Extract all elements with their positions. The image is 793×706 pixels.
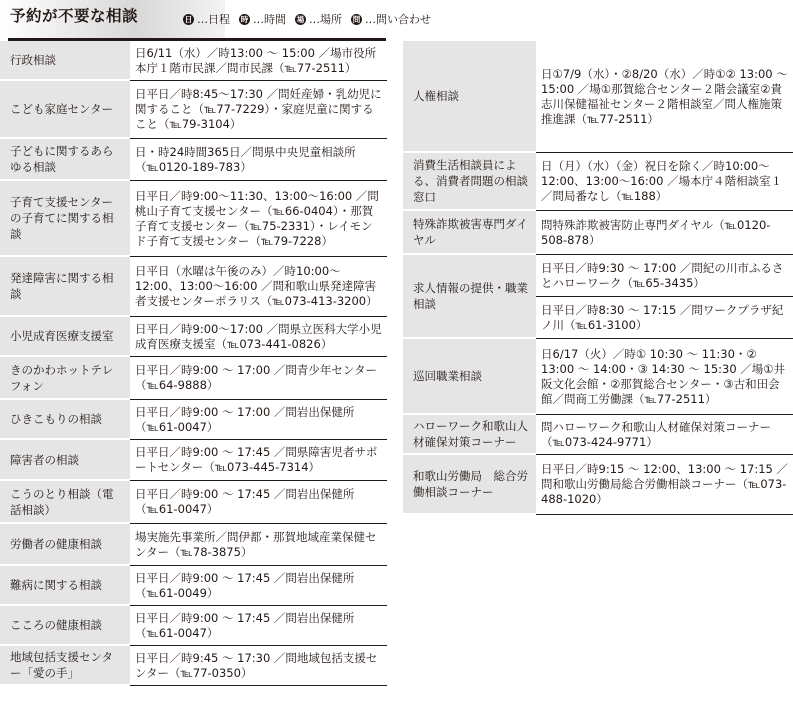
consultation-details [130,81,387,139]
table-row [403,455,793,515]
table-row [0,139,387,181]
table-row [403,211,793,255]
consultation-name: 小児成育医療支援室 [0,317,130,357]
table-row [0,41,387,81]
section-header [0,0,793,38]
place-icon: 場 [296,15,305,24]
consultation-details [536,41,793,153]
table-row [403,41,793,153]
consultation-name: 子育て支援センターの子育てに関する相談 [0,181,130,257]
table-row [403,255,793,339]
details-text: 日6/11（水）／時13:00 ～ 15:00 ／場市役所本庁１階市民課／問市民課（℡77-2511） [135,45,377,75]
table-row [0,400,387,440]
left-consultation-table [0,41,387,686]
consultation-details [130,606,387,646]
details-text: 日①7/9（水）・②8/20（水）／時①② 13:00 ～ 15:00 ／場①那賀総合センター２階会議室②貴志川保健福祉センター２階相談室／問人権施策推進課（℡77-2511） [541,66,788,126]
consultation-name: 特殊詐欺被害専門ダイヤル [403,211,536,255]
consultation-name: 労働者の健康相談 [0,524,130,566]
details-text: 日平日／時8:45～17:30 ／問妊産婦・乳幼児に関すること（℡77-7229）・家庭児童に関すること（℡79-3104） [135,87,382,131]
consultation-name: 巡回職業相談 [403,339,536,415]
details-text: 問ハローワーク和歌山人材確保対策コーナー（℡073-424-9771） [541,419,771,449]
section-title: 予約が不要な相談 [10,7,139,25]
details-text: 日・時24時間365日／問県中央児童相談所（℡0120-189-783） [135,144,356,174]
consultation-name: 和歌山労働局 総合労働相談コーナー [403,455,536,515]
consultation-details [130,41,387,81]
consultation-details [130,139,387,181]
consultation-details [536,297,793,339]
consultation-name: 消費生活相談員による、消費者問題の相談窓口 [403,153,536,211]
date-icon: 日 [184,15,193,24]
consultation-details [536,415,793,455]
details-text: 日6/17（火）／時① 10:30 ～ 11:30・② 13:00 ～ 14:00・③ 14:30 ～ 15:30 ／場①井阪文化会館・②那賀総合センター・③古和田会館／問商工労働課（℡77-2511） [541,346,786,406]
details-text: 日平日／時9:00 ～ 17:00 ／問青少年センター（℡64-9888） [135,363,377,392]
inquiry-icon: 問 [352,15,361,24]
consultation-name: こころの健康相談 [0,606,130,646]
details-text: 日平日／時9:00 ～ 17:00 ／問岩出保健所（℡61-0047） [135,404,355,434]
consultation-name: こうのとり相談（電話相談） [0,481,130,524]
consultation-name: ハローワーク和歌山人材確保対策コーナー [403,415,536,455]
table-row [403,415,793,455]
consultation-details [130,646,387,686]
table-row [0,606,387,646]
consultation-name: 難病に関する相談 [0,566,130,606]
consultation-name: ひきこもりの相談 [0,400,130,440]
consultation-details [130,357,387,400]
consultation-name: こども家庭センター [0,81,130,139]
consultation-details [536,211,793,255]
table-row [403,339,793,415]
details-text: 問特殊詐欺被害防止専門ダイヤル（℡0120-508-878） [541,217,771,247]
consultation-details [130,481,387,524]
table-row [0,81,387,139]
consultation-details [130,524,387,566]
details-text: 日平日／時9:00 ～ 17:45 ／問県障害児者サポートセンター（℡073-445-7314） [135,445,378,474]
consultation-details [130,440,387,481]
details-text: 日平日／時9:15 ～ 12:00、13:00 ～ 17:15 ／問和歌山労働局総合労働相談コーナー（℡073-488-1020） [541,462,789,506]
details-text: 日平日／時9:45 ～ 17:30 ／問地域包括支援センター（℡77-0350） [135,650,378,680]
legend-date-text: …日程 [197,13,230,26]
legend-inquiry-text: …問い合わせ [365,13,431,26]
time-icon: 時 [240,15,249,24]
consultation-name: 地域包括支援センター「愛の手」 [0,646,130,686]
table-row [0,181,387,257]
consultation-details [130,400,387,440]
consultation-details [130,317,387,357]
consultation-details [536,255,793,297]
right-consultation-table [403,41,793,515]
consultation-name: 求人情報の提供・職業相談 [403,255,536,339]
details-text: 日平日／時9:00～11:30、13:00～16:00 ／問桃山子育て支援センター（℡66-0404）・那賀子育て支援センター（℡75-2331）・レイモンド子育て支援センター（℡79-7228） [135,188,379,248]
consultation-name: 発達障害に関する相談 [0,257,130,317]
icon-legend [182,12,437,27]
consultation-details [536,455,793,515]
table-row [0,440,387,481]
consultation-details [130,257,387,317]
legend-place-text: …場所 [309,13,342,26]
details-text: 日平日／時9:30 ～ 17:00 ／問紀の川市ふるさとハローワーク（℡65-3435） [541,260,784,290]
details-text: 日平日／時9:00～17:00 ／問県立医科大学小児成育医療支援室（℡073-441-0826） [135,321,382,351]
details-text: 日（月）（水）（金）祝日を除く／時10:00～12:00、13:00～16:00 ／場本庁４階相談室１／問局番なし（℡188） [541,159,783,203]
table-row [0,357,387,400]
legend-time-text: …時間 [253,13,286,26]
consultation-details [130,181,387,257]
consultation-name: 子どもに関するあらゆる相談 [0,139,130,181]
consultation-details-group [536,255,793,339]
details-text: 日平日（水曜は午後のみ）／時10:00～12:00、13:00～16:00 ／問和歌山県発達障害者支援センターポラリス（℡073-413-3200） [135,264,378,308]
consultation-name: 人権相談 [403,41,536,153]
details-text: 日平日／時8:30 ～ 17:15 ／問ワークプラザ紀ノ川（℡61-3100） [541,302,784,332]
details-text: 日平日／時9:00 ～ 17:45 ／問岩出保健所（℡61-0047） [135,487,355,516]
table-row [0,524,387,566]
consultation-details [130,566,387,606]
consultation-name: 障害者の相談 [0,440,130,481]
consultation-name: 行政相談 [0,41,130,81]
details-text: 日平日／時9:00 ～ 17:45 ／問岩出保健所（℡61-0047） [135,610,355,640]
table-row [0,317,387,357]
details-text: 場実施先事業所／問伊都・那賀地域産業保健センター（℡78-3875） [135,529,377,559]
consultation-name: きのかわホットテレフォン [0,357,130,400]
consultation-details [536,339,793,415]
table-row [0,257,387,317]
consultation-details [536,153,793,211]
table-row [0,566,387,606]
table-row [0,646,387,686]
details-text: 日平日／時9:00 ～ 17:45 ／問岩出保健所（℡61-0049） [135,570,355,600]
table-row [0,481,387,524]
table-row [403,153,793,211]
